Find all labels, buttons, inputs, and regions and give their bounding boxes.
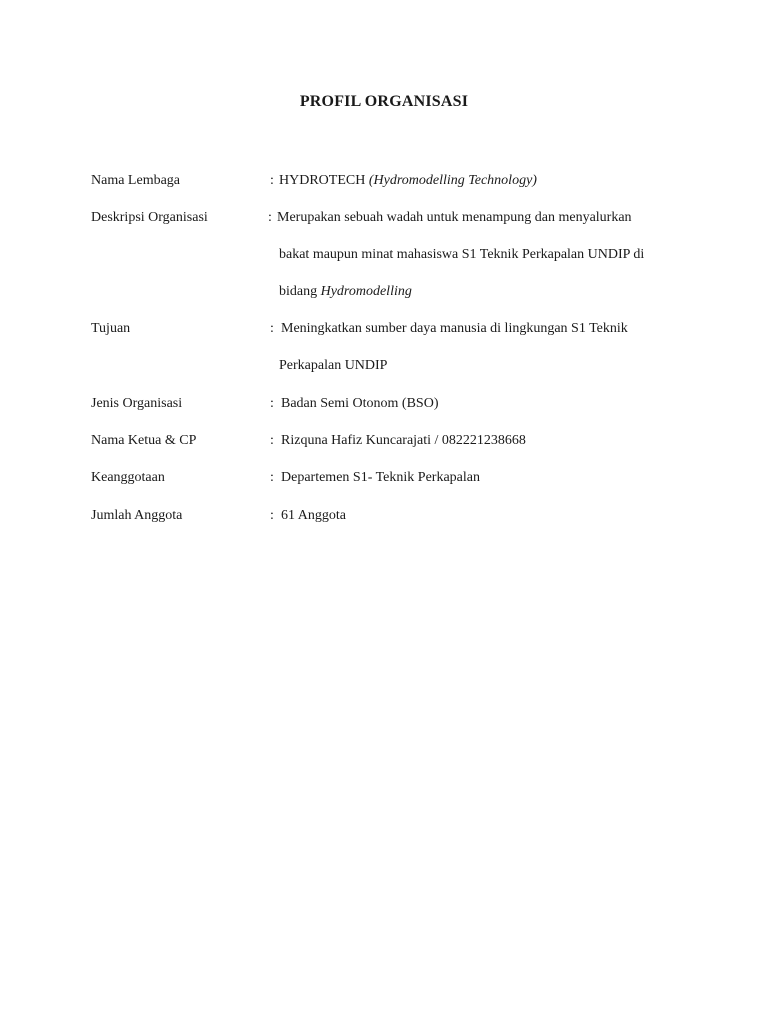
colon: : — [270, 173, 274, 188]
value-jenis-organisasi: Badan Semi Otonom (BSO) — [281, 396, 439, 411]
label-nama-lembaga: Nama Lembaga — [91, 173, 181, 188]
value-jumlah-anggota: 61 Anggota — [281, 508, 346, 523]
value-tujuan-line1: Meningkatkan sumber daya manusia di lingkungan S1 Teknik — [281, 321, 628, 336]
value-deskripsi-line3-italic: Hydromodelling — [320, 284, 412, 299]
page-title: PROFIL ORGANISASI — [299, 93, 469, 110]
colon: : — [270, 321, 274, 336]
value-deskripsi-line1: Merupakan sebuah wadah untuk menampung dan menyalurkan — [277, 210, 632, 225]
value-nama-lembaga-main: HYDROTECH — [279, 173, 366, 188]
label-jenis-organisasi: Jenis Organisasi — [91, 396, 183, 411]
value-keanggotaan: Departemen S1- Teknik Perkapalan — [281, 470, 480, 485]
value-deskripsi-line3-prefix: bidang — [279, 284, 318, 299]
colon: : — [270, 396, 274, 411]
label-keanggotaan: Keanggotaan — [91, 470, 165, 485]
value-nama-lembaga — [279, 171, 537, 191]
label-nama-ketua: Nama Ketua & CP — [91, 433, 197, 448]
value-nama-lembaga-italic: (Hydromodelling Technology) — [368, 173, 537, 188]
label-jumlah-anggota: Jumlah Anggota — [91, 508, 183, 523]
label-tujuan: Tujuan — [91, 321, 131, 336]
colon: : — [270, 433, 274, 448]
value-deskripsi-line2: bakat maupun minat mahasiswa S1 Teknik Perkapalan UNDIP di — [279, 247, 645, 262]
colon: : — [268, 210, 272, 225]
colon: : — [270, 508, 274, 523]
value-deskripsi-line3 — [279, 282, 412, 302]
value-nama-ketua: Rizquna Hafiz Kuncarajati / 082221238668 — [281, 433, 526, 448]
colon: : — [270, 470, 274, 485]
value-tujuan-line2: Perkapalan UNDIP — [279, 358, 388, 373]
label-deskripsi: Deskripsi Organisasi — [91, 210, 208, 225]
